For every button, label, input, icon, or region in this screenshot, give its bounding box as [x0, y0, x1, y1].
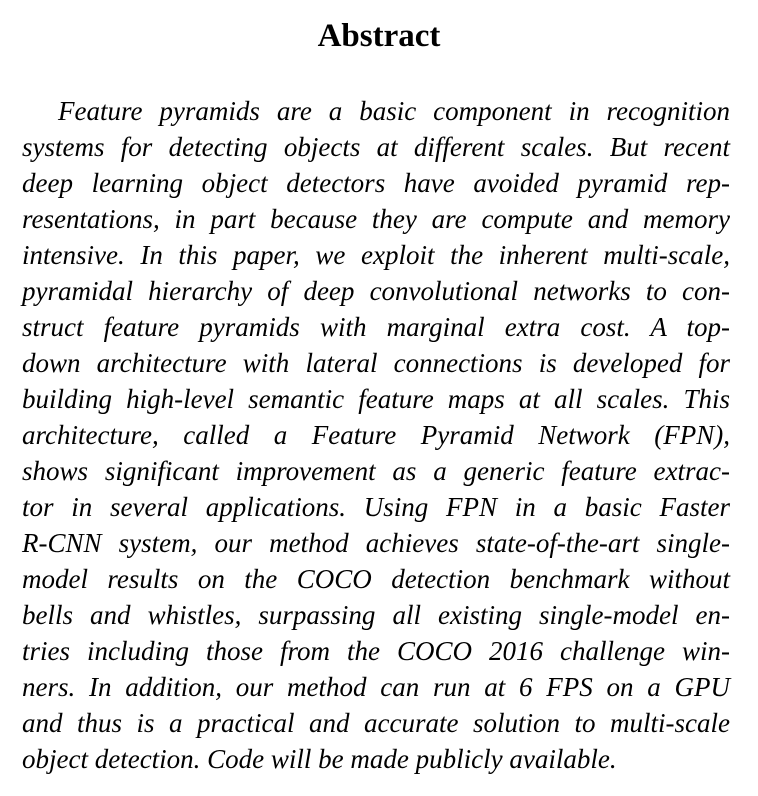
abstract-line: pyramidal hierarchy of deep convolutional networks to con-	[22, 276, 730, 306]
abstract-line: bells and whistles, surpassing all existing single-model en-	[22, 600, 730, 630]
abstract-paragraph	[22, 93, 730, 777]
abstract-heading: Abstract	[317, 18, 441, 54]
abstract-line: tries including those from the COCO 2016 challenge win-	[22, 636, 730, 666]
abstract-line: systems for detecting objects at different scales. But recent	[22, 132, 730, 162]
abstract-line: model results on the COCO detection benchmark without	[22, 564, 730, 594]
abstract-line: intensive. In this paper, we exploit the inherent multi-scale,	[22, 240, 730, 270]
abstract-line: architecture, called a Feature Pyramid Network (FPN),	[22, 420, 730, 450]
abstract-line: R-CNN system, our method achieves state-of-the-art single-	[22, 528, 730, 558]
abstract-line: resentations, in part because they are compute and memory	[22, 204, 730, 234]
abstract-line: struct feature pyramids with marginal extra cost. A top-	[22, 312, 730, 342]
abstract-line: ners. In addition, our method can run at 6 FPS on a GPU	[22, 672, 730, 702]
abstract-line: tor in several applications. Using FPN in a basic Faster	[22, 492, 730, 522]
abstract-line: object detection. Code will be made publicly available.	[22, 744, 617, 774]
abstract-line: down architecture with lateral connections is developed for	[22, 348, 730, 378]
abstract-line: building high-level semantic feature maps at all scales. This	[22, 384, 730, 414]
abstract-line: shows significant improvement as a generic feature extrac-	[22, 456, 730, 486]
abstract-line: deep learning object detectors have avoided pyramid rep-	[22, 168, 730, 198]
abstract-line: Feature pyramids are a basic component in recognition	[58, 96, 730, 126]
abstract-line: and thus is a practical and accurate solution to multi-scale	[22, 708, 730, 738]
